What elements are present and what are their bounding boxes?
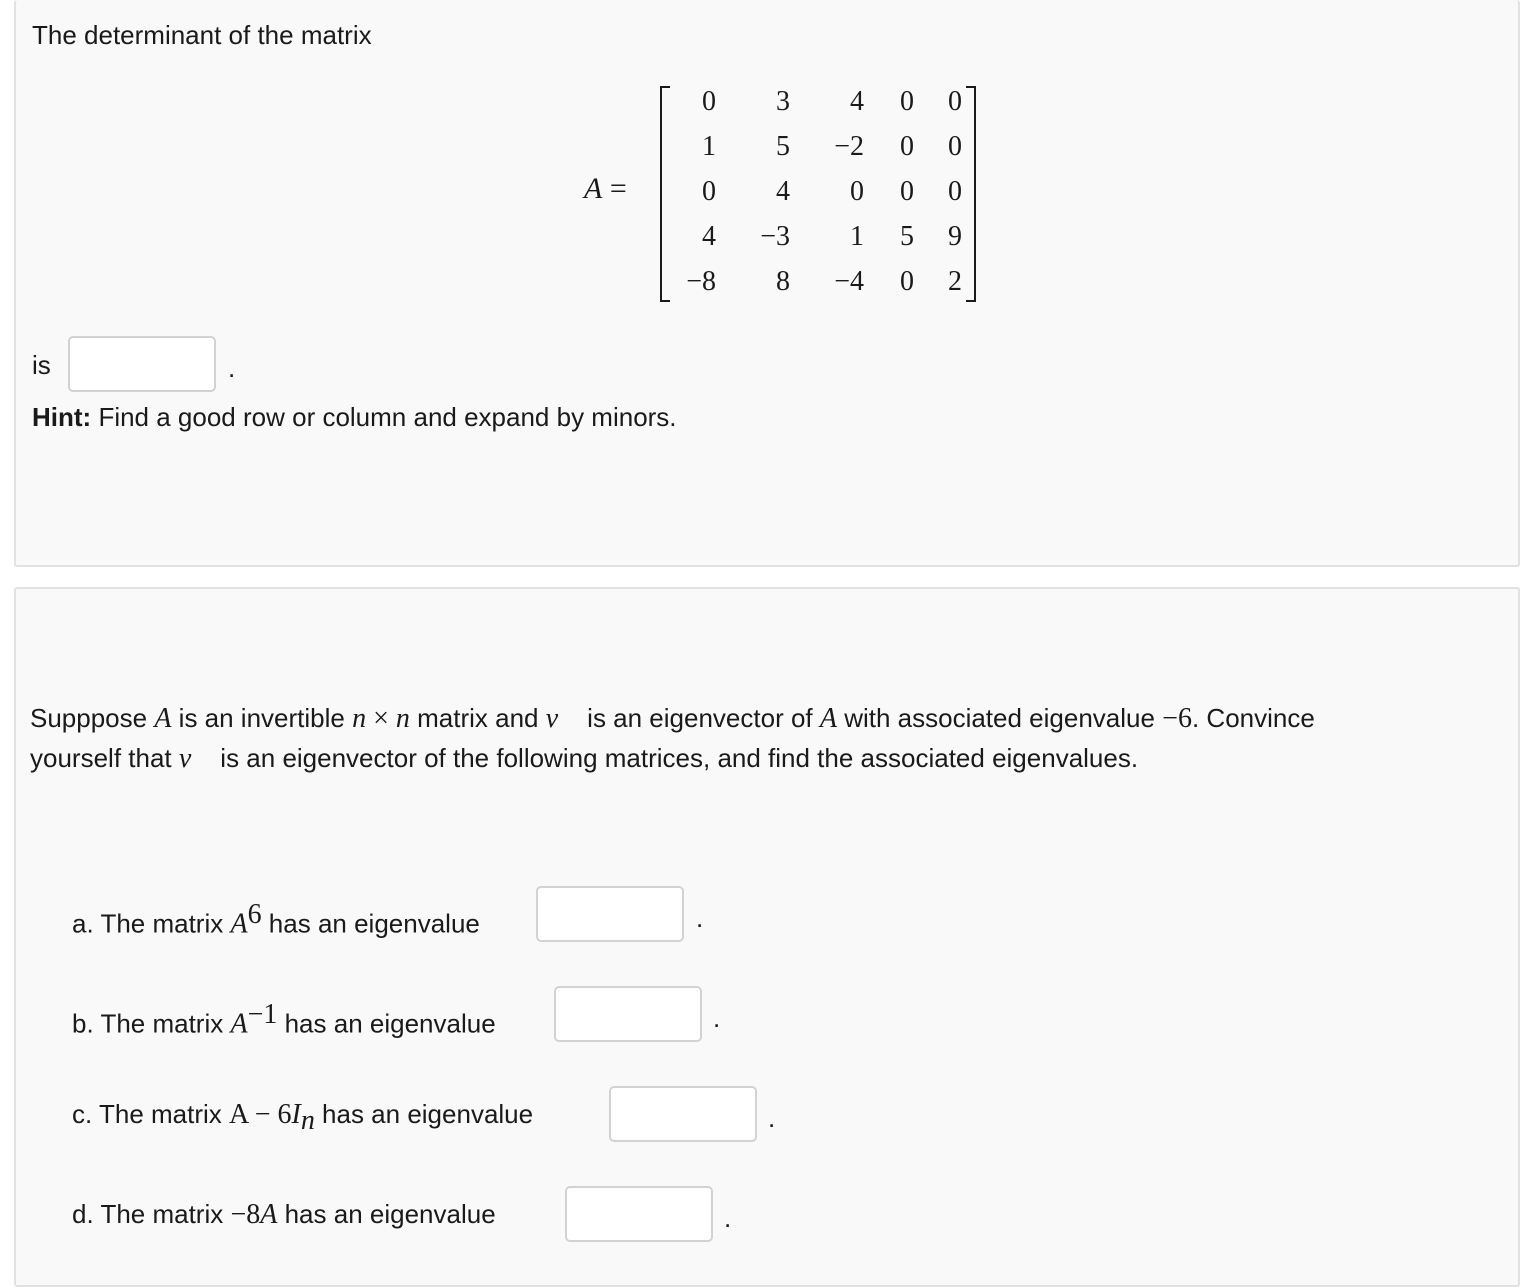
matrix-cell: 4 xyxy=(776,176,790,207)
item-d-period: . xyxy=(724,1203,732,1233)
matrix-a xyxy=(660,86,976,302)
matrix-cell: 0 xyxy=(702,176,716,207)
item-d-label: d. The matrix −8A has an eigenvalue xyxy=(72,1199,496,1230)
item-c-answer-input[interactable] xyxy=(609,1086,757,1142)
item-a-label: a. The matrix $A^6$ has an eigenvalue xyxy=(72,899,480,940)
matrix-label-a: A xyxy=(584,172,603,205)
matrix-cell: −8 xyxy=(686,266,716,297)
matrix-cell: 2 xyxy=(948,266,962,297)
matrix-cell: 1 xyxy=(850,221,864,252)
item-c-label: c. The matrix $A - 6I_n$ has an eigenvalue xyxy=(72,1099,534,1137)
matrix-cell: 4 xyxy=(850,86,864,117)
matrix-cell: −4 xyxy=(834,266,864,297)
item-d-answer-input[interactable] xyxy=(565,1186,713,1242)
matrix-cell: 0 xyxy=(702,86,716,117)
matrix-cell: 3 xyxy=(776,86,790,117)
matrix-cell: 5 xyxy=(900,221,914,252)
hint-label: Hint: xyxy=(32,402,92,432)
matrix-cell: 4 xyxy=(702,221,716,252)
hint-body: Find a good row or column and expand by minors. xyxy=(98,402,677,432)
matrix-cell: −2 xyxy=(834,131,864,162)
problem-2-panel xyxy=(14,587,1520,1287)
matrix-label-equals: = xyxy=(602,172,627,205)
item-b-period: . xyxy=(713,1003,721,1033)
determinant-answer-input[interactable] xyxy=(68,336,216,392)
problem-2-statement-line-2: yourself that v⃗ is an eigenvector of the following matrices, and find the associated eigenvalues. xyxy=(30,743,1139,774)
matrix-cell: −3 xyxy=(760,221,790,252)
matrix-cell: 0 xyxy=(948,131,962,162)
matrix-cell: 0 xyxy=(900,266,914,297)
problem-2-statement-line-1: Supppose A is an invertible n × n matrix and v⃗ is an eigenvector of A with associated eigenvalue −6. Convince xyxy=(30,703,1315,734)
hint-text xyxy=(32,402,677,433)
matrix-cell: 0 xyxy=(900,176,914,207)
matrix-cell: 0 xyxy=(900,86,914,117)
item-a-period: . xyxy=(696,903,704,933)
item-b-label: b. The matrix $A^{-1}$ has an eigenvalue xyxy=(72,999,496,1040)
matrix-label xyxy=(584,172,627,206)
matrix-cell: 1 xyxy=(702,131,716,162)
matrix-cell: 5 xyxy=(776,131,790,162)
matrix-cell: 0 xyxy=(900,131,914,162)
matrix-cell: 8 xyxy=(776,266,790,297)
is-label: is xyxy=(32,350,51,380)
matrix-right-bracket xyxy=(966,86,976,302)
problem-1-panel xyxy=(14,0,1520,567)
answer-period: . xyxy=(228,353,236,383)
matrix-cell: 0 xyxy=(948,176,962,207)
matrix-cell: 9 xyxy=(948,221,962,252)
matrix-cell: 0 xyxy=(850,176,864,207)
item-b-answer-input[interactable] xyxy=(554,986,702,1042)
item-a-answer-input[interactable] xyxy=(536,886,684,942)
problem-1-intro: The determinant of the matrix xyxy=(32,20,372,50)
item-c-period: . xyxy=(768,1103,776,1133)
matrix-cell: 0 xyxy=(948,86,962,117)
